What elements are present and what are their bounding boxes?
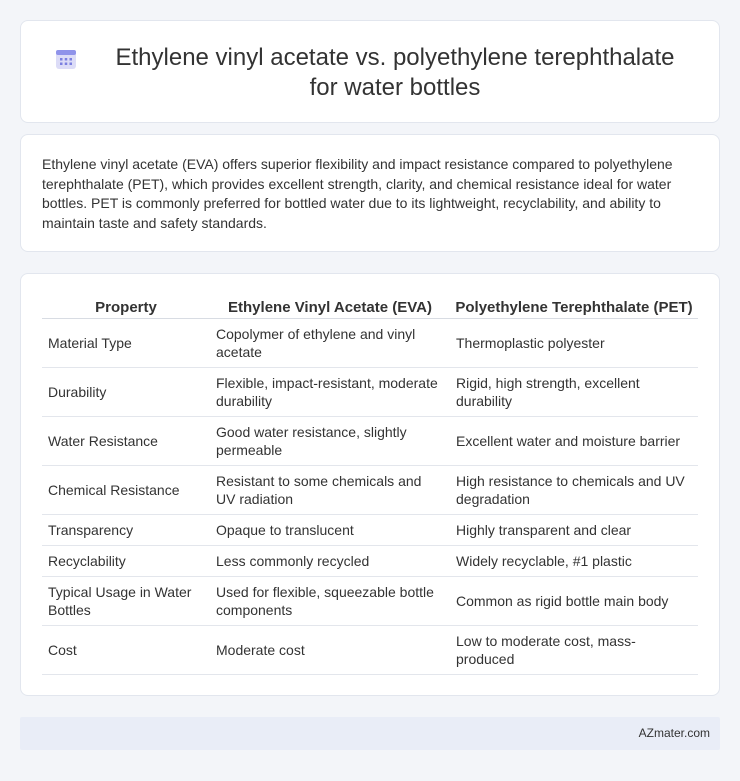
comparison-card bbox=[20, 273, 720, 696]
column-header-property: Property bbox=[42, 295, 210, 319]
row-pet-value: Excellent water and moisture barrier bbox=[450, 417, 698, 466]
table-row bbox=[42, 466, 698, 515]
row-property: Typical Usage in Water Bottles bbox=[42, 577, 210, 626]
row-property: Transparency bbox=[42, 515, 210, 546]
row-property: Durability bbox=[42, 368, 210, 417]
row-eva-value: Used for flexible, squeezable bottle components bbox=[210, 577, 450, 626]
page-title: Ethylene vinyl acetate vs. polyethylene terephthalate for water bottles bbox=[115, 44, 675, 101]
table-header-row bbox=[42, 295, 698, 319]
table-row bbox=[42, 319, 698, 368]
row-property: Recyclability bbox=[42, 546, 210, 577]
row-pet-value: Common as rigid bottle main body bbox=[450, 577, 698, 626]
row-pet-value: High resistance to chemicals and UV degradation bbox=[450, 466, 698, 515]
row-eva-value: Moderate cost bbox=[210, 626, 450, 675]
column-header-eva: Ethylene Vinyl Acetate (EVA) bbox=[210, 295, 450, 319]
column-header-pet: Polyethylene Terephthalate (PET) bbox=[450, 295, 698, 319]
table-row bbox=[42, 626, 698, 675]
row-property: Chemical Resistance bbox=[42, 466, 210, 515]
summary-card bbox=[20, 134, 720, 252]
table-row bbox=[42, 515, 698, 546]
table-row bbox=[42, 417, 698, 466]
row-pet-value: Highly transparent and clear bbox=[450, 515, 698, 546]
row-pet-value: Low to moderate cost, mass-produced bbox=[450, 626, 698, 675]
row-eva-value: Less commonly recycled bbox=[210, 546, 450, 577]
row-eva-value: Resistant to some chemicals and UV radiation bbox=[210, 466, 450, 515]
row-property: Material Type bbox=[42, 319, 210, 368]
row-property: Cost bbox=[42, 626, 210, 675]
row-eva-value: Good water resistance, slightly permeable bbox=[210, 417, 450, 466]
footer-bar bbox=[20, 717, 720, 750]
table-row bbox=[42, 577, 698, 626]
row-pet-value: Rigid, high strength, excellent durability bbox=[450, 368, 698, 417]
summary-text: Ethylene vinyl acetate (EVA) offers superior flexibility and impact resistance compared to polyethylene terephthalate (PET), which provides excellent strength, clarity, and chemical resistance ideal for water bottles. PET is commonly preferred for bottled water due to its lightweight, recyclability, and ability to maintain taste and safety standards. bbox=[42, 156, 673, 231]
footer-brand-link[interactable]: AZmater.com bbox=[638, 726, 710, 740]
row-pet-value: Thermoplastic polyester bbox=[450, 319, 698, 368]
row-eva-value: Copolymer of ethylene and vinyl acetate bbox=[210, 319, 450, 368]
row-eva-value: Opaque to translucent bbox=[210, 515, 450, 546]
comparison-table bbox=[42, 295, 698, 675]
table-row bbox=[42, 546, 698, 577]
title-card bbox=[20, 20, 720, 123]
row-pet-value: Widely recyclable, #1 plastic bbox=[450, 546, 698, 577]
row-eva-value: Flexible, impact-resistant, moderate durability bbox=[210, 368, 450, 417]
table-row bbox=[42, 368, 698, 417]
row-property: Water Resistance bbox=[42, 417, 210, 466]
